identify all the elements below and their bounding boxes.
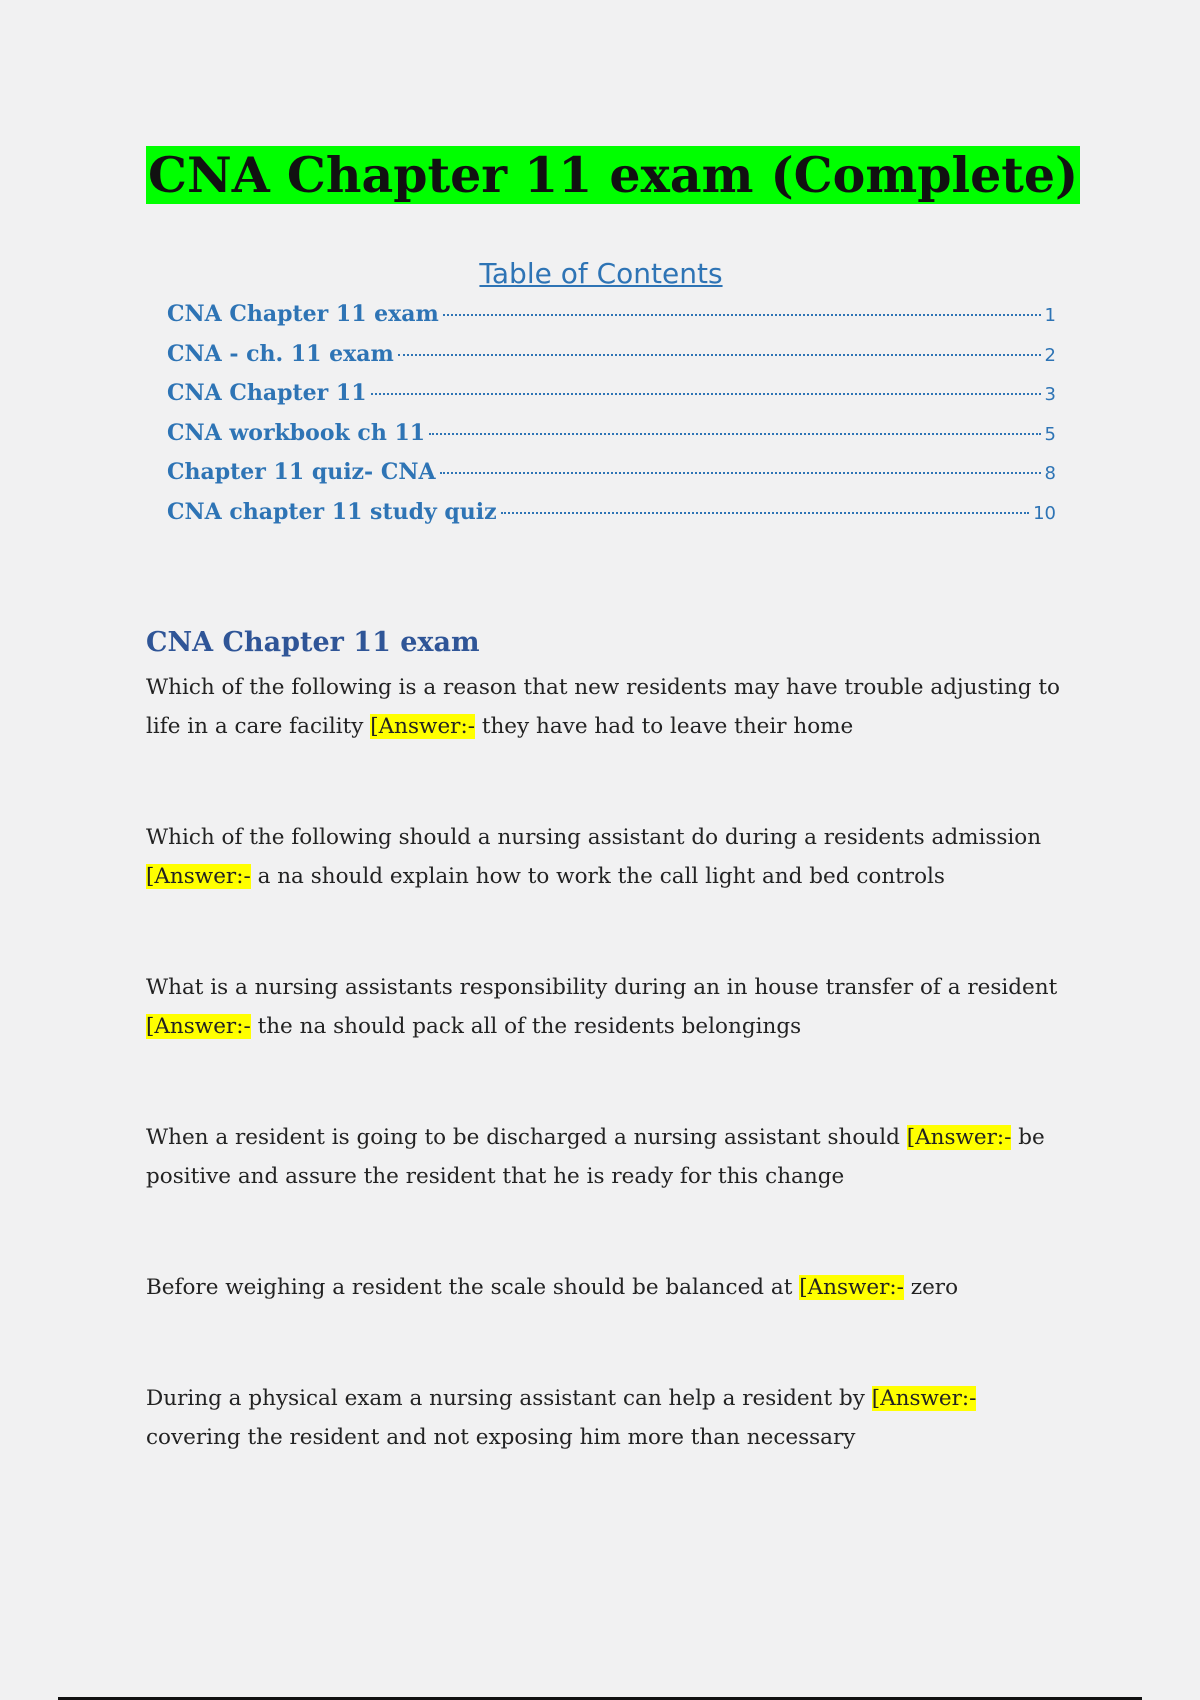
document-title-text: CNA Chapter 11 exam (Complete) [148, 146, 1079, 204]
document-title [146, 146, 1080, 204]
question-text: Before weighing a resident the scale should be balanced at [146, 1275, 793, 1300]
answer-text: they have had to leave their home [481, 714, 854, 739]
question-text: Which of the following is a reason that new residents may have trouble adjusting to life in a care facility [146, 675, 1060, 739]
question-text: Which of the following should a nursing assistant do during a residents admission [146, 825, 1042, 850]
answer-text: zero [910, 1275, 959, 1300]
question-item [146, 1379, 1066, 1457]
toc-dot-leader [443, 314, 1041, 316]
toc-dot-leader [501, 512, 1029, 514]
answer-marker: [Answer:- [370, 714, 475, 739]
answer-marker: [Answer:- [146, 1014, 251, 1039]
table-of-contents [146, 255, 1056, 539]
answer-marker: [Answer:- [871, 1386, 977, 1411]
toc-entry[interactable] [167, 380, 1056, 420]
question-text: What is a nursing assistants responsibility during an in house transfer of a resident [146, 975, 1058, 1000]
answer-text: covering the resident and not exposing him more than necessary [146, 1425, 856, 1450]
toc-entry-page-number: 10 [1033, 502, 1056, 524]
toc-entry-label: Chapter 11 quiz- CNA [167, 459, 436, 486]
toc-entry-label: CNA - ch. 11 exam [167, 340, 394, 367]
toc-dot-leader [398, 354, 1041, 356]
toc-entry[interactable] [167, 420, 1056, 460]
question-list [146, 668, 1066, 1529]
toc-entry[interactable] [167, 301, 1056, 341]
question-item [146, 818, 1066, 896]
toc-entry[interactable] [167, 459, 1056, 499]
answer-marker: [Answer:- [906, 1125, 1012, 1150]
toc-dot-leader [371, 393, 1041, 395]
answer-text: be positive and assure the resident that he is ready for this change [146, 1125, 1045, 1189]
toc-entry-page-number: 2 [1044, 344, 1056, 366]
toc-entry-page-number: 5 [1044, 423, 1056, 445]
toc-entry-page-number: 8 [1044, 463, 1056, 485]
toc-heading: Table of Contents [479, 257, 723, 290]
toc-dot-leader [440, 472, 1041, 474]
question-text: When a resident is going to be discharged a nursing assistant should [146, 1125, 900, 1150]
toc-entry-label: CNA Chapter 11 exam [167, 301, 439, 327]
toc-entry[interactable] [167, 499, 1056, 539]
question-item [146, 968, 1066, 1046]
toc-entry[interactable] [167, 341, 1056, 381]
answer-text: a na should explain how to work the call light and bed controls [257, 864, 945, 889]
toc-entry-label: CNA chapter 11 study quiz [167, 498, 497, 525]
question-text: During a physical exam a nursing assistant can help a resident by [146, 1386, 865, 1411]
toc-list [146, 301, 1056, 539]
answer-marker: [Answer:- [146, 864, 251, 889]
answer-text: the na should pack all of the residents belongings [257, 1014, 802, 1039]
toc-entry-page-number: 1 [1044, 305, 1056, 326]
question-item [146, 1118, 1066, 1196]
toc-entry-label: CNA Chapter 11 [167, 380, 367, 407]
toc-entry-label: CNA workbook ch 11 [167, 419, 426, 446]
toc-entry-page-number: 3 [1044, 384, 1056, 406]
answer-marker: [Answer:- [799, 1275, 904, 1300]
question-item [146, 668, 1066, 746]
question-item [146, 1268, 1066, 1307]
section-heading: CNA Chapter 11 exam [146, 627, 480, 658]
toc-dot-leader [429, 433, 1040, 435]
